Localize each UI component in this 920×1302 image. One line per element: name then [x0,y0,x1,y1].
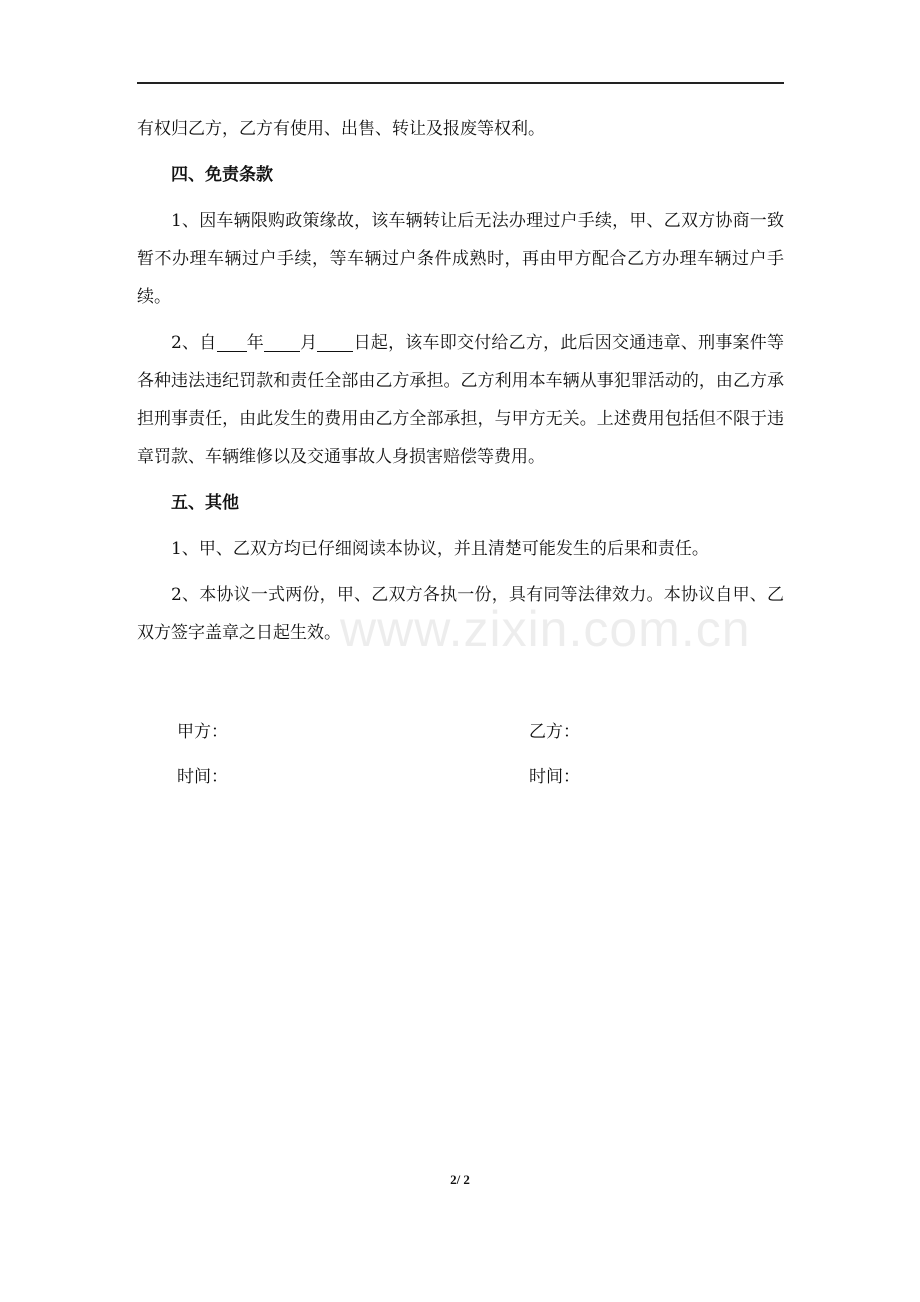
header-rule [137,82,784,84]
month-label: 月 [299,333,318,353]
clause-2-rest: 日起，该车即交付给乙方，此后因交通违章、刑事案件等各种违法违纪罚款和责任全部由乙方承担。乙方利用本车辆从事犯罪活动的，由乙方承担刑事责任，由此发生的费用由乙方全部承担，与甲方无关。上述费用包括但不限于违章罚款、车辆维修以及交通事故人身损害赔偿等费用。 [137,333,785,467]
disclaimer-clause-2 [137,324,784,476]
watermark: www.zixin.com.cn [340,601,751,657]
signature-block [137,713,784,803]
disclaimer-clause-1: 1、因车辆限购政策缘故，该车辆转让后无法办理过户手续，甲、乙双方协商一致暂不办理车辆过户手续，等车辆过户条件成熟时，再由甲方配合乙方办理车辆过户手续。 [137,211,784,307]
signature-row [137,713,784,758]
page-number: 2/ 2 [450,1172,470,1187]
section-heading-disclaimer: 四、免责条款 [171,165,273,185]
party-b-label: 乙方： [529,722,580,742]
year-label: 年 [246,333,264,353]
day-blank [317,327,353,352]
section-heading-other: 五、其他 [171,493,239,513]
continuation-paragraph: 有权归乙方，乙方有使用、出售、转让及报废等权利。 [137,119,545,139]
clause-2-prefix: 2、自 [171,333,217,353]
document-body [137,110,784,660]
month-blank [264,327,300,352]
party-b-time-label: 时间： [529,767,580,787]
other-clause-2: 2、本协议一式两份，甲、乙双方各执一份，具有同等法律效力。本协议自甲、乙双方签字盖章之日起生效。 [137,585,784,643]
other-clause-1: 1、甲、乙双方均已仔细阅读本协议，并且清楚可能发生的后果和责任。 [171,539,709,559]
year-blank [217,327,247,352]
party-a-time-label: 时间： [177,767,228,787]
time-row [137,758,784,803]
party-a-label: 甲方： [177,722,228,742]
